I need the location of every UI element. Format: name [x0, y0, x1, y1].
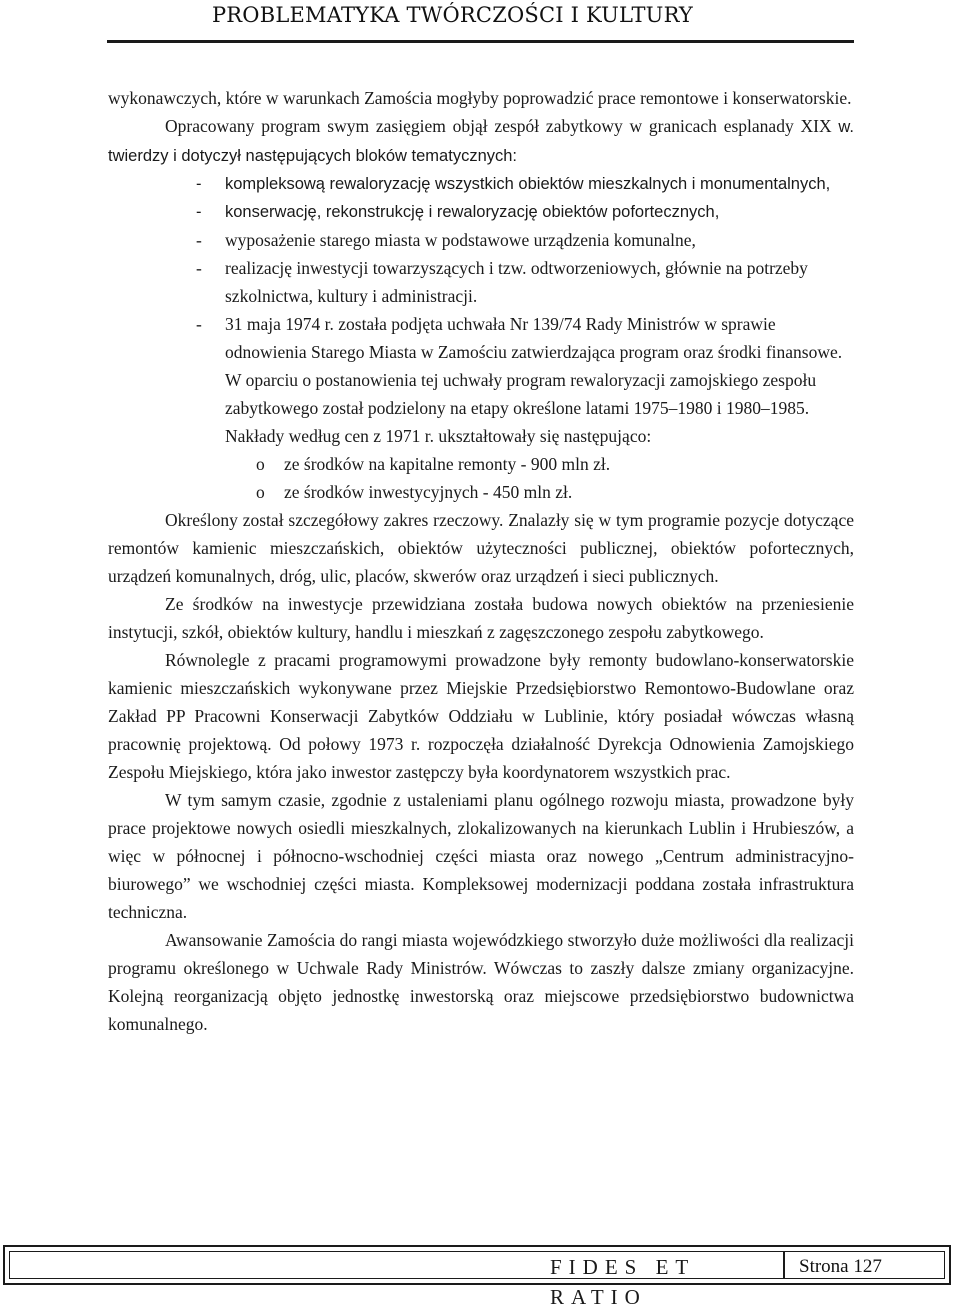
paragraph: wykonawczych, które w warunkach Zamościa mogłyby poprowadzić prace remontowe i konserwatorskie.: [108, 88, 852, 108]
sub-list-item: [108, 450, 854, 478]
sub-list-item-text: ze środków na kapitalne remonty - 900 mln zł.: [284, 454, 611, 474]
paragraph: Ze środków na inwestycje przewidziana została budowa nowych obiektów na przeniesienie instytucji, szkół, obiektów kultury, handlu i mieszkań z zagęszczonego zespołu zabytkowego.: [108, 594, 854, 642]
circle-marker: o: [256, 482, 265, 502]
list-item-text: wyposażenie starego miasta w podstawowe urządzenia komunalne,: [225, 230, 696, 250]
dash-marker: -: [196, 258, 202, 278]
sub-list-item: [108, 478, 854, 506]
dash-list: [108, 170, 854, 450]
running-header: PROBLEMATYKA TWÓRCZOŚCI I KULTURY: [211, 3, 693, 27]
list-item: [108, 170, 854, 198]
dash-marker: -: [196, 203, 202, 221]
footer-inner-frame: [9, 1251, 945, 1309]
list-item-text: realizację inwestycji towarzyszących i tzw. odtworzeniowych, głównie na potrzeby szkolnictwa, kultury i administracji.: [225, 258, 808, 306]
list-item-text: kompleksową rewaloryzację wszystkich obiektów mieszkalnych i monumentalnych,: [225, 175, 831, 193]
circle-marker: o: [256, 454, 265, 474]
page-body: [108, 84, 854, 1038]
page-number: Strona 127: [783, 1252, 944, 1278]
paragraph-text-sans: w. twierdzy i dotyczył następujących bloków tematycznych:: [108, 118, 854, 165]
paragraph: Równolegle z pracami programowymi prowadzone były remonty budowlano-konserwatorskie kamienic mieszczańskich wykonywane przez Miejskie Przedsiębiorstwo Remontowo-Budowlane oraz Zakład PP Pracowni Konserwacji Zabytków Oddziału w Lublinie, który posiadał wówczas własną pracownię projektową. Od połowy 1973 r. rozpoczęła działalność Dyrekcja Odnowienia Zamojskiego Zespołu Miejskiego, która jako inwestor zastępczy była koordynatorem wszystkich prac.: [108, 650, 854, 782]
dash-marker: -: [196, 314, 202, 334]
footer-brand: FIDES ET RATIO: [550, 1255, 695, 1309]
list-item-text: konserwację, rekonstrukcję i rewaloryzację obiektów pofortecznych,: [225, 203, 720, 221]
paragraph: W tym samym czasie, zgodnie z ustaleniami planu ogólnego rozwoju miasta, prowadzone były prace projektowe nowych osiedli mieszkalnych, zlokalizowanych na kierunkach Lublin i Hrubieszów, a więc w północnej i północno-wschodniej części miasta oraz nowego „Centrum administracyjno-biurowego” we wschodniej części miasta. Kompleksowej modernizacji poddana została infrastruktura techniczna.: [108, 790, 854, 922]
sub-list: [108, 450, 854, 506]
dash-marker: -: [196, 175, 202, 193]
page-footer: [3, 1245, 951, 1309]
paragraph-text: Opracowany program swym zasięgiem objął zespół zabytkowy w granicach esplanady XIX: [165, 116, 832, 136]
paragraph: [108, 112, 854, 170]
list-item: [108, 226, 854, 254]
paragraph: Awansowanie Zamościa do rangi miasta wojewódzkiego stworzyło duże możliwości dla realizacji programu określonego w Uchwale Rady Ministrów. Wówczas to zaszły dalsze zmiany organizacyjne. Kolejną reorganizacją objęto jednostkę inwestorską oraz miejscowe przedsiębiorstwo budownictwa komunalnego.: [108, 930, 854, 1034]
list-item: [108, 198, 854, 226]
paragraph: Określony został szczegółowy zakres rzeczowy. Znalazły się w tym programie pozycje dotyczące remontów kamienic mieszczańskich, obiektów użyteczności publicznej, obiektów pofortecznych, urządzeń komunalnych, dróg, ulic, placów, skwerów oraz urządzeń i sieci publicznych.: [108, 510, 854, 586]
sub-list-item-text: ze środków inwestycyjnych - 450 mln zł.: [284, 482, 573, 502]
dash-marker: -: [196, 230, 202, 250]
header-rule: [107, 40, 854, 43]
list-item-text: 31 maja 1974 r. została podjęta uchwała Nr 139/74 Rady Ministrów w sprawie odnowienia Starego Miasta w Zamościu zatwierdzająca program oraz środki finansowe. W oparciu o postanowienia tej uchwały program rewaloryzacji zamojskiego zespołu zabytkowego został podzielony na etapy określone latami 1975–1980 i 1980–1985. Nakłady według cen z 1971 r. ukształtowały się następująco:: [225, 314, 843, 446]
list-item: [108, 310, 854, 450]
list-item: [108, 254, 854, 310]
